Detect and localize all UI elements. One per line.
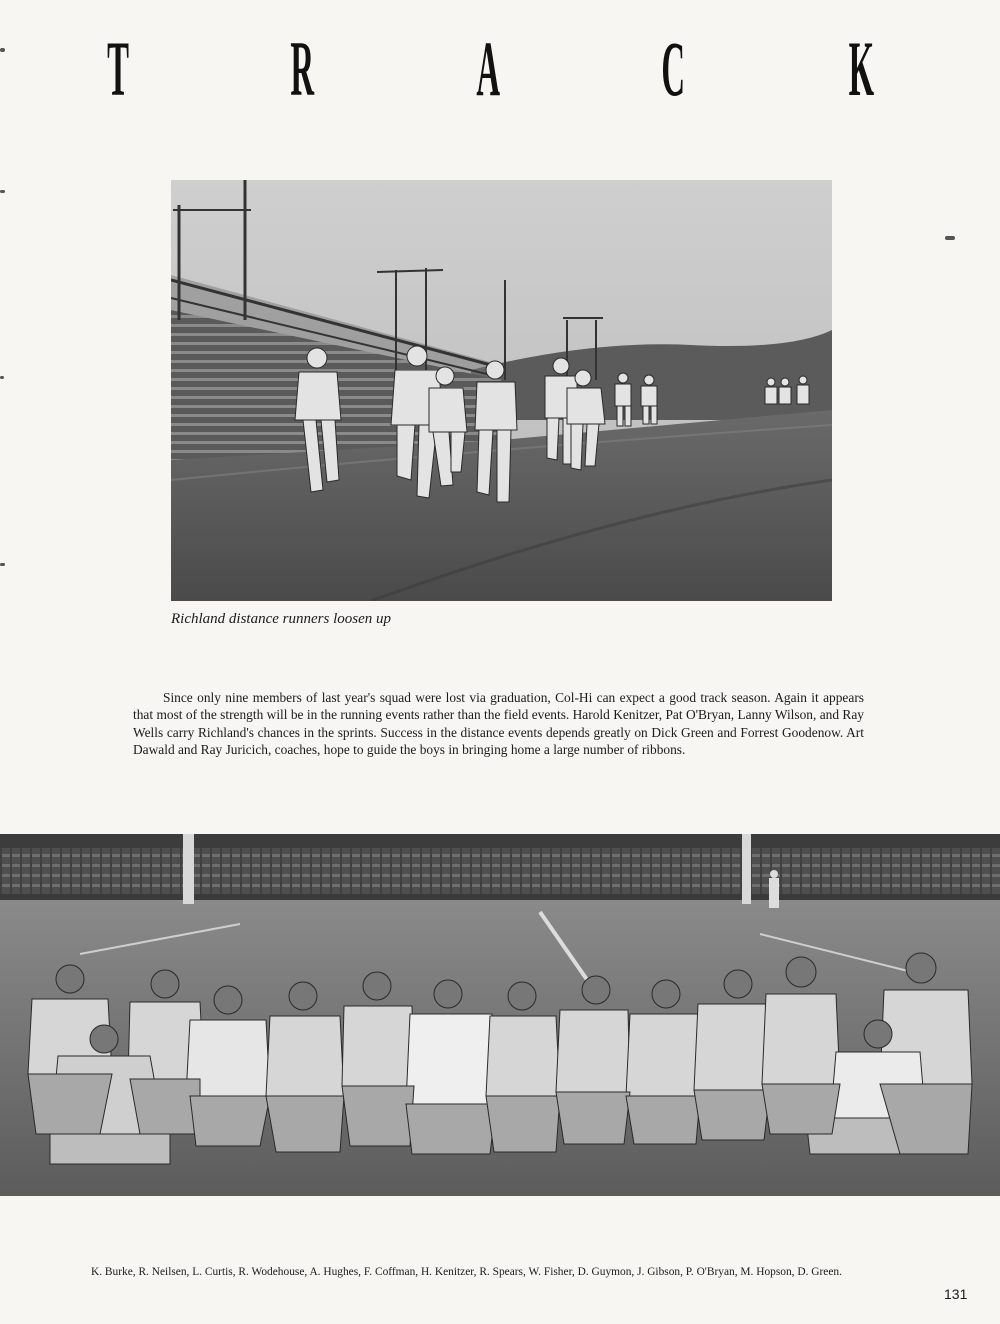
runners-photo — [171, 180, 832, 601]
title-letter: R — [289, 25, 314, 112]
title-letter: C — [661, 25, 686, 112]
page-number: 131 — [944, 1286, 968, 1302]
team-photo-image — [0, 834, 1000, 1196]
title-letter: T — [107, 25, 129, 112]
team-names: K. Burke, R. Neilsen, L. Curtis, R. Wodehouse, A. Hughes, F. Coffman, H. Kenitzer, R. Spears, W. Fisher, D. Guymon, J. Gibson, P. O'Bryan, M. Hopson, D. Green. — [91, 1266, 842, 1278]
scan-speck — [0, 190, 5, 193]
runners-photo-image — [171, 180, 832, 601]
scan-speck — [0, 376, 4, 379]
scan-speck — [945, 236, 955, 240]
title-letter: A — [475, 25, 500, 112]
photo-caption: Richland distance runners loosen up — [171, 611, 391, 627]
scan-speck — [0, 48, 5, 52]
team-photo — [0, 834, 1000, 1196]
scan-speck — [0, 563, 5, 566]
title-letter: K — [848, 25, 875, 112]
page-title — [92, 25, 892, 112]
article-paragraph: Since only nine members of last year's squad were lost via graduation, Col-Hi can expect a good track season. Again it appears that most of the strength will be in the running events rather than the field events. Harold Kenitzer, Pat O'Bryan, Lanny Wilson, and Ray Wells carry Richland's chances in the sprints. Success in the distance events depends greatly on Dick Green and Forrest Goodenow. Art Dawald and Ray Juricich, coaches, hope to guide the boys in bringing home a large number of ribbons. — [133, 690, 864, 757]
